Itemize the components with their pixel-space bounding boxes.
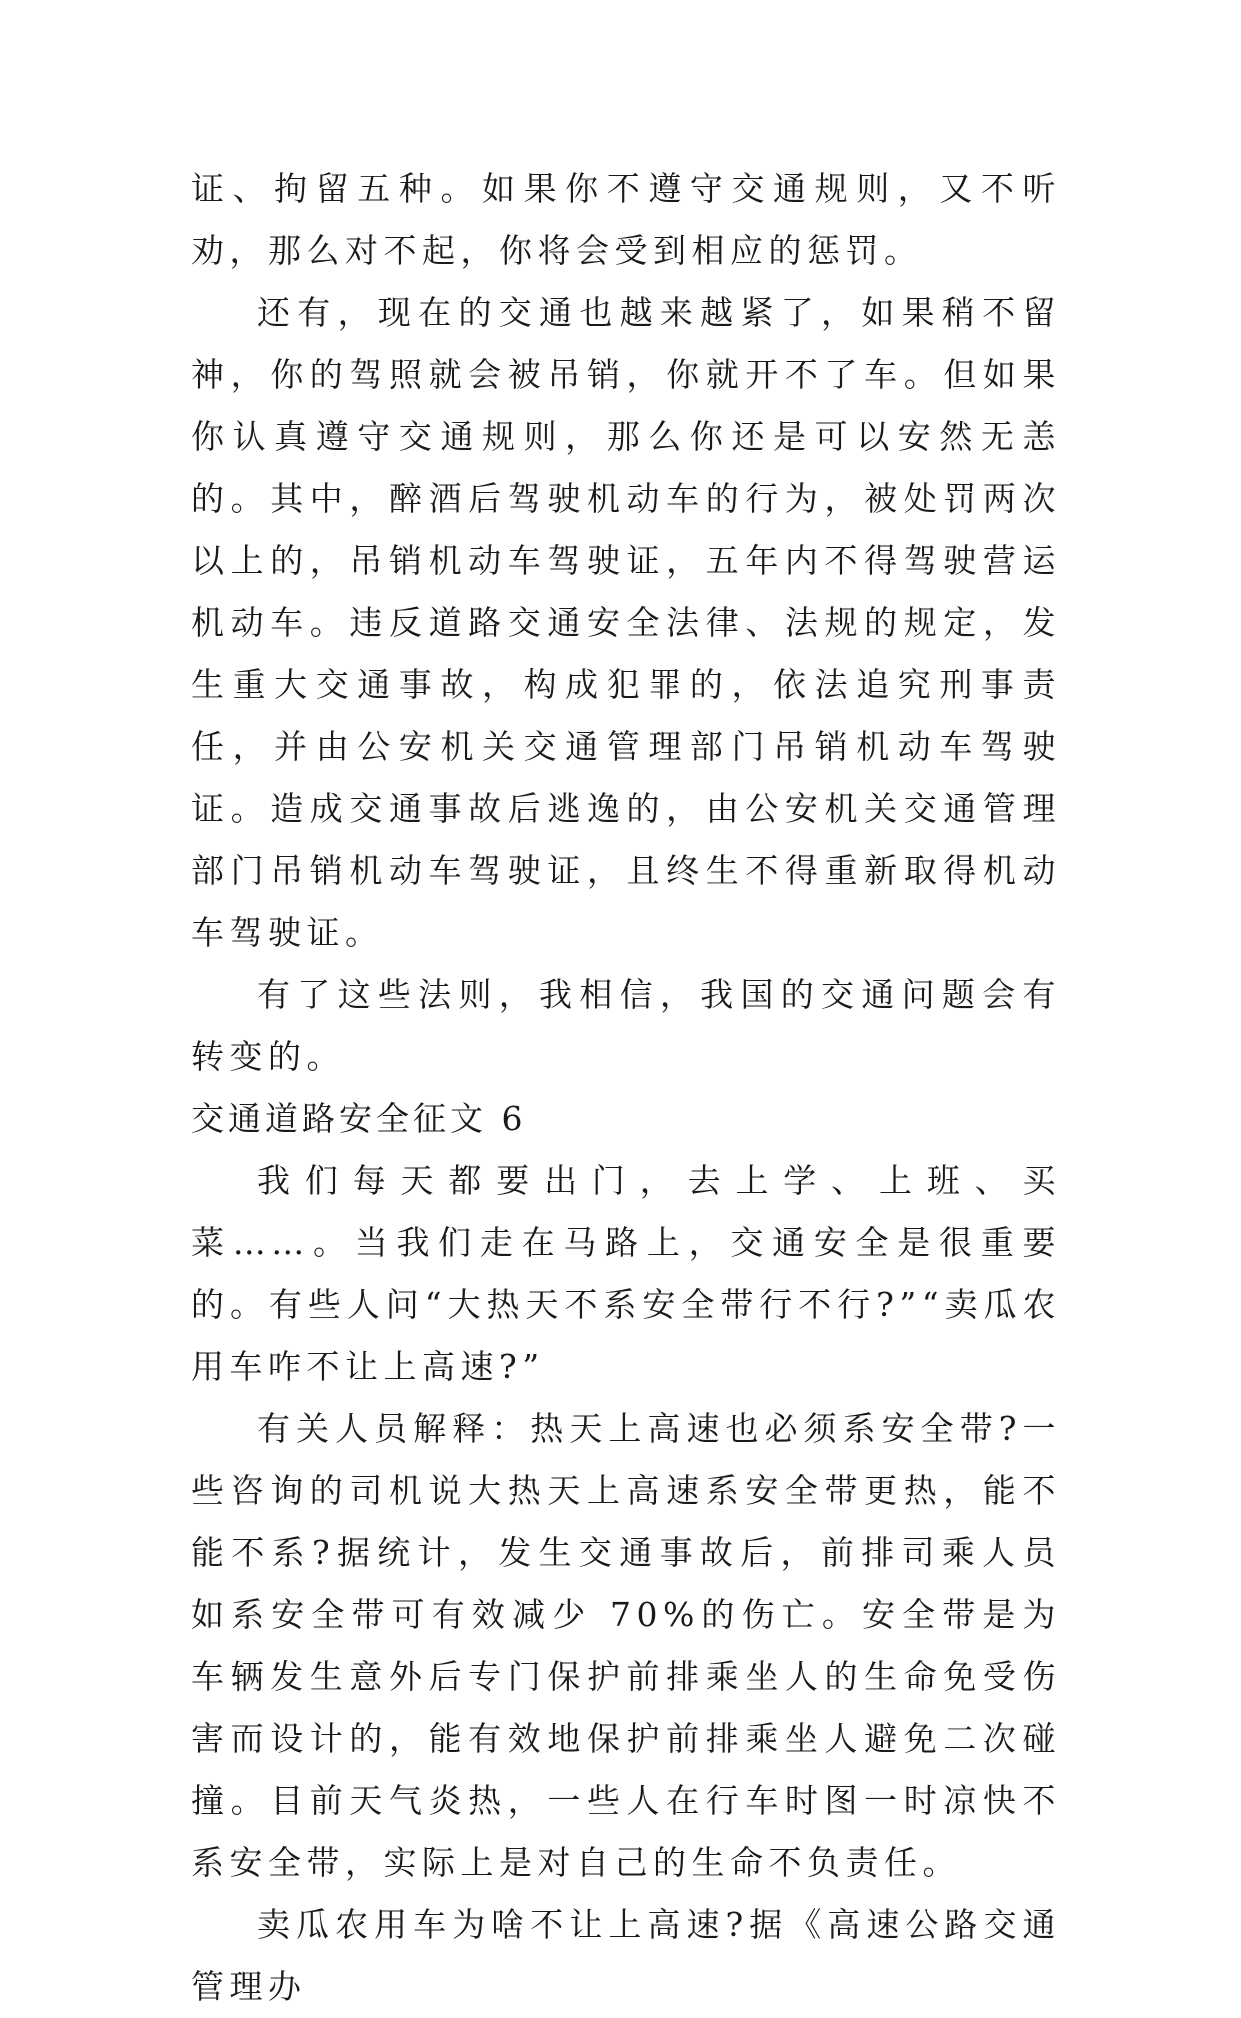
paragraph: 还有，现在的交通也越来越紧了，如果稍不留神，你的驾照就会被吊销，你就开不了车。但如果你认真遵守交通规则，那么你还是可以安然无恙的。其中，醉酒后驾驶机动车的行为，被处罚两次以上的，吊销机动车驾驶证，五年内不得驾驶营运机动车。违反道路交通安全法律、法规的规定，发生重大交通事故，构成犯罪的，依法追究刑事责任，并由公安机关交通管理部门吊销机动车驾驶证。造成交通事故后逃逸的，由公安机关交通管理部门吊销机动车驾驶证，且终生不得重新取得机动车驾驶证。 xyxy=(191,293,1061,952)
document-body xyxy=(191,158,1061,2018)
paragraph: 卖瓜农用车为啥不让上高速?据《高速公路交通管理办 xyxy=(191,1905,1061,2006)
paragraph: 我们每天都要出门，去上学、上班、买菜……。当我们走在马路上，交通安全是很重要的。有些人问“大热天不系安全带行不行?”“卖瓜农用车咋不让上高速?” xyxy=(191,1161,1061,1386)
paragraph: 证、拘留五种。如果你不遵守交通规则，又不听劝，那么对不起，你将会受到相应的惩罚。 xyxy=(191,169,1061,270)
paragraph: 有关人员解释：热天上高速也必须系安全带?一些咨询的司机说大热天上高速系安全带更热，能不能不系?据统计，发生交通事故后，前排司乘人员如系安全带可有效减少 70%的伤亡。安全带是为车辆发生意外后专门保护前排乘坐人的生命免受伤害而设计的，能有效地保护前排乘坐人避免二次碰撞。目前天气炎热，一些人在行车时图一时凉快不系安全带，实际上是对自己的生命不负责任。 xyxy=(191,1409,1061,1882)
section-title: 交通道路安全征文 6 xyxy=(191,1099,527,1138)
paragraph: 有了这些法则，我相信，我国的交通问题会有转变的。 xyxy=(191,975,1061,1076)
